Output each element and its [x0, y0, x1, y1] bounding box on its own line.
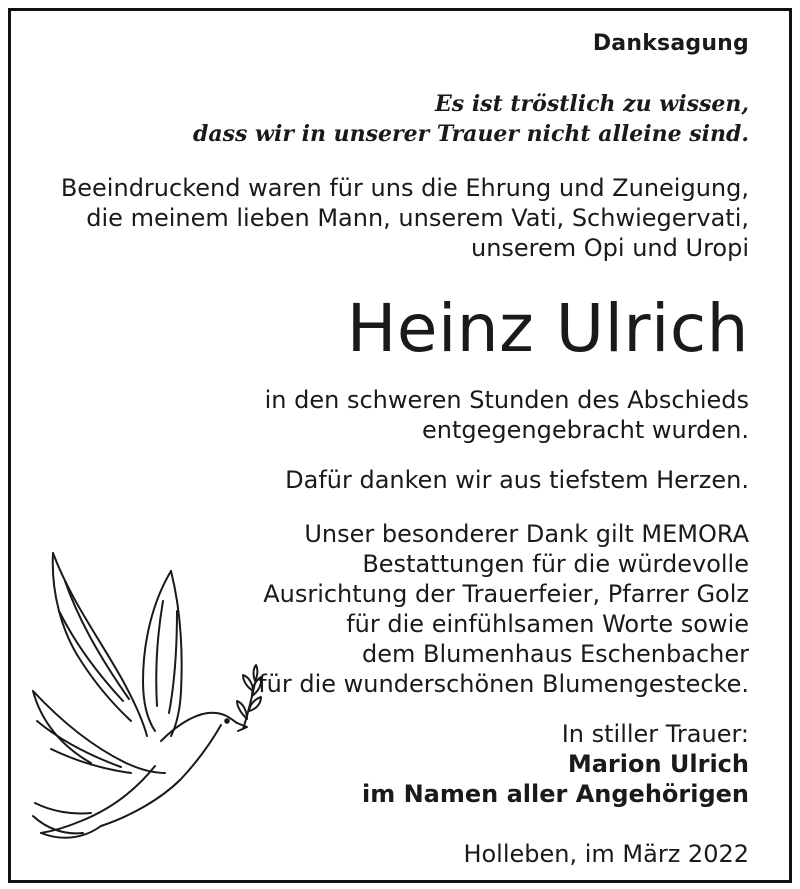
deceased-name: Heinz Ulrich	[346, 290, 749, 367]
thanks-paragraph	[285, 465, 749, 495]
notice-frame	[8, 8, 792, 883]
motto	[193, 89, 749, 149]
special-thanks-line: Bestattungen für die würdevolle	[362, 550, 749, 578]
signature-family: im Namen aller Angehörigen	[361, 780, 749, 808]
intro-line: Beeindruckend waren für uns die Ehrung und Zuneigung,	[60, 174, 749, 202]
thanks-line: Dafür danken wir aus tiefstem Herzen.	[285, 466, 749, 494]
after-name-line: in den schweren Stunden des Abschieds	[264, 386, 749, 414]
special-thanks-paragraph	[258, 519, 749, 699]
dove-icon	[31, 541, 266, 881]
intro-line: die meinem lieben Mann, unserem Vati, Schwiegervati,	[86, 204, 749, 232]
signature-intro: In stiller Trauer:	[561, 720, 749, 748]
motto-line: Es ist tröstlich zu wissen,	[435, 91, 749, 117]
special-thanks-line: für die wunderschönen Blumengestecke.	[258, 670, 749, 698]
place-date: Holleben, im März 2022	[463, 840, 749, 868]
intro-paragraph	[61, 173, 749, 263]
motto-line: dass wir in unserer Trauer nicht alleine sind.	[192, 121, 749, 147]
after-name-line: entgegengebracht wurden.	[422, 416, 749, 444]
intro-line: unserem Opi und Uropi	[470, 234, 749, 262]
special-thanks-line: für die einfühlsamen Worte sowie	[346, 610, 749, 638]
special-thanks-line: Unser besonderer Dank gilt MEMORA	[304, 520, 749, 548]
special-thanks-line: Ausrichtung der Trauerfeier, Pfarrer Golz	[263, 580, 749, 608]
signature-block	[362, 719, 749, 809]
special-thanks-line: dem Blumenhaus Eschenbacher	[362, 640, 749, 668]
notice-heading: Danksagung	[592, 31, 749, 56]
after-name-paragraph	[265, 385, 749, 445]
signature-name: Marion Ulrich	[567, 750, 749, 778]
